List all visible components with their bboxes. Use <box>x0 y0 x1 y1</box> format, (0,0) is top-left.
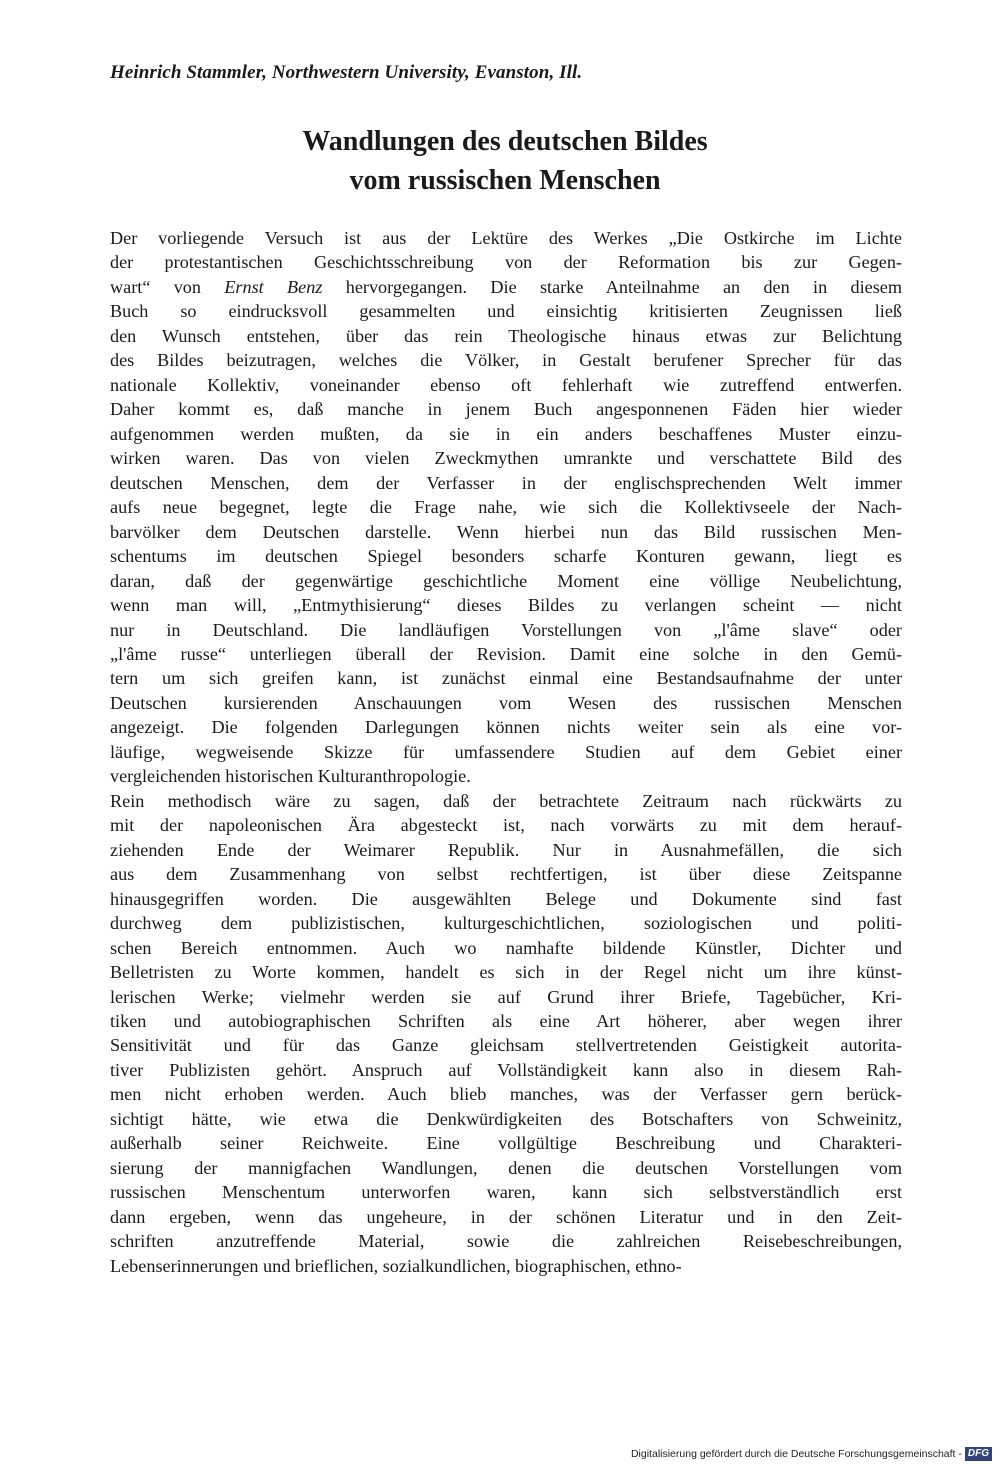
text-line: vergleichenden historischen Kulturanthropologie. <box>110 766 471 787</box>
text-line <box>110 275 902 299</box>
text-line: tiken und autobiographischen Schriften als eine Art höherer, aber wegen ihrer <box>110 1011 902 1031</box>
text-line: sichtigt hätte, wie etwa die Denkwürdigkeiten des Botschafters von Schweinitz, <box>110 1108 902 1129</box>
text-segment: wart“ von <box>110 276 225 297</box>
footer-credit <box>631 1446 992 1462</box>
text-line: mit der napoleonischen Ära abgesteckt ist, nach vorwärts zu mit dem herauf- <box>110 815 902 836</box>
text-line: schentums im deutschen Spiegel besonders scharfe Konturen gewann, liegt es <box>110 546 902 567</box>
text-line: men nicht erhoben werden. Auch blieb manches, was der Verfasser gern berück- <box>110 1084 902 1105</box>
text-line: außerhalb seiner Reichweite. Eine vollgültige Beschreibung und Charakteri- <box>110 1133 902 1154</box>
text-line: Buch so eindrucksvoll gesammelten und einsichtig kritisierten Zeugnissen ließ <box>110 301 902 322</box>
text-line: barvölker dem Deutschen darstelle. Wenn hierbei nun das Bild russischen Men- <box>110 521 902 542</box>
text-line: durchweg dem publizistischen, kulturgeschichtlichen, soziologischen und politi- <box>110 913 902 934</box>
text-segment: hervorgegangen. Die starke Anteilnahme an den in diesem <box>322 276 902 297</box>
text-line: nationale Kollektiv, voneinander ebenso oft fehlerhaft wie zutreffend entwerfen. <box>110 374 902 395</box>
text-line: aus dem Zusammenhang von selbst rechtfertigen, ist über diese Zeitspanne <box>110 864 902 885</box>
text-line: hinausgegriffen worden. Die ausgewählten Belege und Dokumente sind fast <box>110 888 902 909</box>
text-line: der protestantischen Geschichtsschreibung von der Reformation bis zur Gegen- <box>110 252 902 273</box>
text-line: Daher kommt es, daß manche in jenem Buch angesponnenen Fäden hier wieder <box>110 399 902 420</box>
text-line: dann ergeben, wenn das ungeheure, in der schönen Literatur und in den Zeit- <box>110 1206 902 1227</box>
text-line: tern um sich greifen kann, ist zunächst einmal eine Bestandsaufnahme der unter <box>110 668 902 689</box>
text-line: deutschen Menschen, dem der Verfasser in der englischsprechenden Welt immer <box>110 472 902 493</box>
article-body <box>110 226 902 1278</box>
text-line: russischen Menschentum unterworfen waren, kann sich selbstverständlich erst <box>110 1182 902 1203</box>
emphasized-name: Ernst Benz <box>224 276 323 297</box>
text-line: Sensitivität und für das Ganze gleichsam stellvertretenden Geistigkeit autorita- <box>110 1035 902 1056</box>
text-line: Der vorliegende Versuch ist aus der Lektüre des Werkes „Die Ostkirche im Lichte <box>110 228 902 248</box>
text-line: aufs neue begegnet, legte die Frage nahe, wie sich die Kollektivseele der Nach- <box>110 497 902 518</box>
text-line: Lebenserinnerungen und brieflichen, sozialkundlichen, biographischen, ethno- <box>110 1255 682 1276</box>
text-line: „l'âme russe“ unterliegen überall der Revision. Damit eine solche in den Gemü- <box>110 643 902 664</box>
dfg-logo-icon: DFG <box>965 1447 992 1461</box>
text-line: schen Bereich entnommen. Auch wo namhafte bildende Künstler, Dichter und <box>110 937 902 958</box>
footer-text: Digitalisierung gefördert durch die Deutsche Forschungsgemeinschaft - <box>630 1448 962 1460</box>
author-line: Heinrich Stammler, Northwestern University, Evanston, Ill. <box>110 62 583 83</box>
text-line: den Wunsch entstehen, über das rein Theologische hinaus etwas zur Belichtung <box>110 325 902 346</box>
title-line-1: Wandlungen des deutschen Bildes <box>302 126 708 157</box>
text-line: ziehenden Ende der Weimarer Republik. Nur in Ausnahmefällen, die sich <box>110 839 902 860</box>
text-line: daran, daß der gegenwärtige geschichtliche Moment eine völlige Neubelichtung, <box>110 570 902 591</box>
text-line: schriften anzutreffende Material, sowie die zahlreichen Reisebeschreibungen, <box>110 1231 902 1252</box>
text-line: tiver Publizisten gehört. Anspruch auf Vollständigkeit kann also in diesem Rah- <box>110 1059 902 1080</box>
text-line: läufige, wegweisende Skizze für umfassendere Studien auf dem Gebiet einer <box>110 741 902 762</box>
text-line: lerischen Werke; vielmehr werden sie auf Grund ihrer Briefe, Tagebücher, Kri- <box>110 986 902 1007</box>
text-line: aufgenommen werden mußten, da sie in ein anders beschaffenes Muster einzu- <box>110 423 902 444</box>
text-line: wirken waren. Das von vielen Zweckmythen umrankte und verschattete Bild des <box>110 448 902 469</box>
text-line: wenn man will, „Entmythisierung“ dieses Bildes zu verlangen scheint — nicht <box>110 595 902 616</box>
title-line-2: vom russischen Menschen <box>349 165 661 196</box>
text-line: Belletristen zu Worte kommen, handelt es sich in der Regel nicht um ihre künst- <box>110 962 902 983</box>
article-title <box>100 122 910 200</box>
text-line: Rein methodisch wäre zu sagen, daß der betrachtete Zeitraum nach rückwärts zu <box>110 790 902 811</box>
text-line: sierung der mannigfachen Wandlungen, denen die deutschen Vorstellungen vom <box>110 1157 902 1178</box>
text-line: angezeigt. Die folgenden Darlegungen können nichts weiter sein als eine vor- <box>110 717 902 738</box>
text-line: des Bildes beizutragen, welches die Völker, in Gestalt berufener Sprecher für das <box>110 350 902 371</box>
text-line: Deutschen kursierenden Anschauungen vom Wesen des russischen Menschen <box>110 692 902 713</box>
text-line: nur in Deutschland. Die landläufigen Vorstellungen von „l'âme slave“ oder <box>110 619 902 640</box>
